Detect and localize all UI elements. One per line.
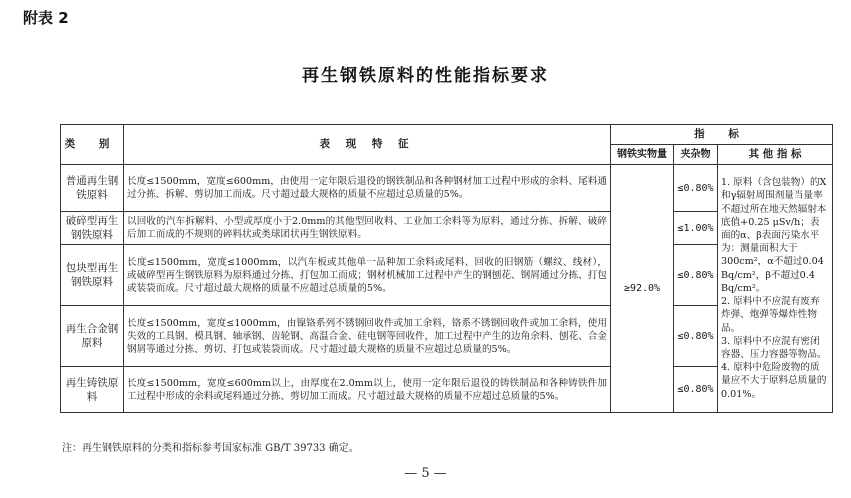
row-impurities: ≤0.80% bbox=[674, 306, 718, 367]
other-indicator-item: 4. 原料中危险废物的质量应不大于原料总质量的0.01%。 bbox=[721, 362, 827, 400]
header-indicators: 指 标 bbox=[611, 125, 833, 145]
row-impurities: ≤0.80% bbox=[674, 165, 718, 212]
header-impurities: 夹杂物 bbox=[674, 145, 718, 165]
row-impurities: ≤0.80% bbox=[674, 245, 718, 306]
table-row bbox=[61, 367, 833, 413]
row-category: 破碎型再生钢铁原料 bbox=[61, 212, 124, 245]
row-category: 包块型再生钢铁原料 bbox=[61, 245, 124, 306]
row-description: 长度≤1500mm，宽度≤600mm，由使用一定年限后退役的钢铁制品和各种钢材加工过程中形成的余料、尾料通过分拣、拆解、剪切加工而成。尺寸超过最大规格的质量不应超过总质量的5%。 bbox=[124, 165, 611, 212]
specification-table bbox=[60, 124, 833, 413]
row-category: 普通再生钢铁原料 bbox=[61, 165, 124, 212]
table-footnote: 注：再生钢铁原料的分类和指标参考国家标准 GB/T 39733 确定。 bbox=[62, 443, 359, 454]
other-indicator-item: 3. 原料中不应混有密闭容器、压力容器等物品。 bbox=[721, 335, 827, 360]
table-row bbox=[61, 212, 833, 245]
table-row bbox=[61, 306, 833, 367]
row-description: 长度≤1500mm，宽度≤1000mm，由镍铬系列不锈钢回收件或加工余料，铬系不锈钢回收件或加工余料，使用失效的工具钢、模具钢、轴承钢、齿轮钢、高温合金、硅电钢等回收件，加工过程中产生的边角余料、刨花、合金钢屑等通过分拣、剪切、打包或装袋而成。尺寸超过最大规格的质量不应超过总质量的5%。 bbox=[124, 306, 611, 367]
appendix-label: 附表 2 bbox=[23, 9, 69, 27]
page-number: — 5 — bbox=[404, 466, 447, 481]
row-category: 再生合金钢原料 bbox=[61, 306, 124, 367]
steel-content-value: ≥92.0% bbox=[611, 165, 674, 413]
header-category: 类 别 bbox=[61, 125, 124, 165]
row-description: 长度≤1500mm，宽度≤600mm以上，由厚度在2.0mm以上，使用一定年限后退役的铸铁制品和各种铸铁件加工过程中形成的余料或尾料通过分拣、剪切加工而成。尺寸超过最大规格的质量不应超过总质量的5%。 bbox=[124, 367, 611, 413]
row-description: 以回收的汽车拆解料、小型或厚度小于2.0mm的其他型回收料、工业加工余料等为原料，通过分拣、拆解、破碎后加工而成的不规则的碎料状或类球团状再生钢铁原料。 bbox=[124, 212, 611, 245]
row-description: 长度≤1500mm，宽度≤1000mm，以汽车板或其他单一品种加工余料或尾料、回收的旧钢筋（螺纹、线材），或破碎型再生钢铁原料为原料通过分拣、打包加工而成；钢材机械加工过程中产生的钢刨花、钢屑通过分拣、打包或装袋而成。尺寸超过最大规格的质量不应超过总质量的5%。 bbox=[124, 245, 611, 306]
other-indicator-item: 1. 原料（含包装物）的X和γ辐射周围剂量当量率不超过所在地天然辐射本底值+0.25 μSv/h；表面的α、β表面污染水平为：测量面积大于300cm²，α不超过0.04 Bq/cm²，β不超过0.4 Bq/cm²。 bbox=[721, 177, 827, 294]
row-impurities: ≤1.00% bbox=[674, 212, 718, 245]
row-category: 再生铸铁原料 bbox=[61, 367, 124, 413]
table-row bbox=[61, 245, 833, 306]
row-impurities: ≤0.80% bbox=[674, 367, 718, 413]
page-title: 再生钢铁原料的性能指标要求 bbox=[302, 66, 549, 86]
table-row bbox=[61, 165, 833, 212]
header-steel-content: 钢铁实物量 bbox=[611, 145, 674, 165]
other-indicators-cell bbox=[718, 165, 833, 413]
header-features: 表 现 特 征 bbox=[124, 125, 611, 165]
other-indicator-item: 2. 原料中不应混有废弃炸弹、炮弹等爆炸性物品。 bbox=[721, 296, 820, 334]
header-other-indicators: 其 他 指 标 bbox=[718, 145, 833, 165]
